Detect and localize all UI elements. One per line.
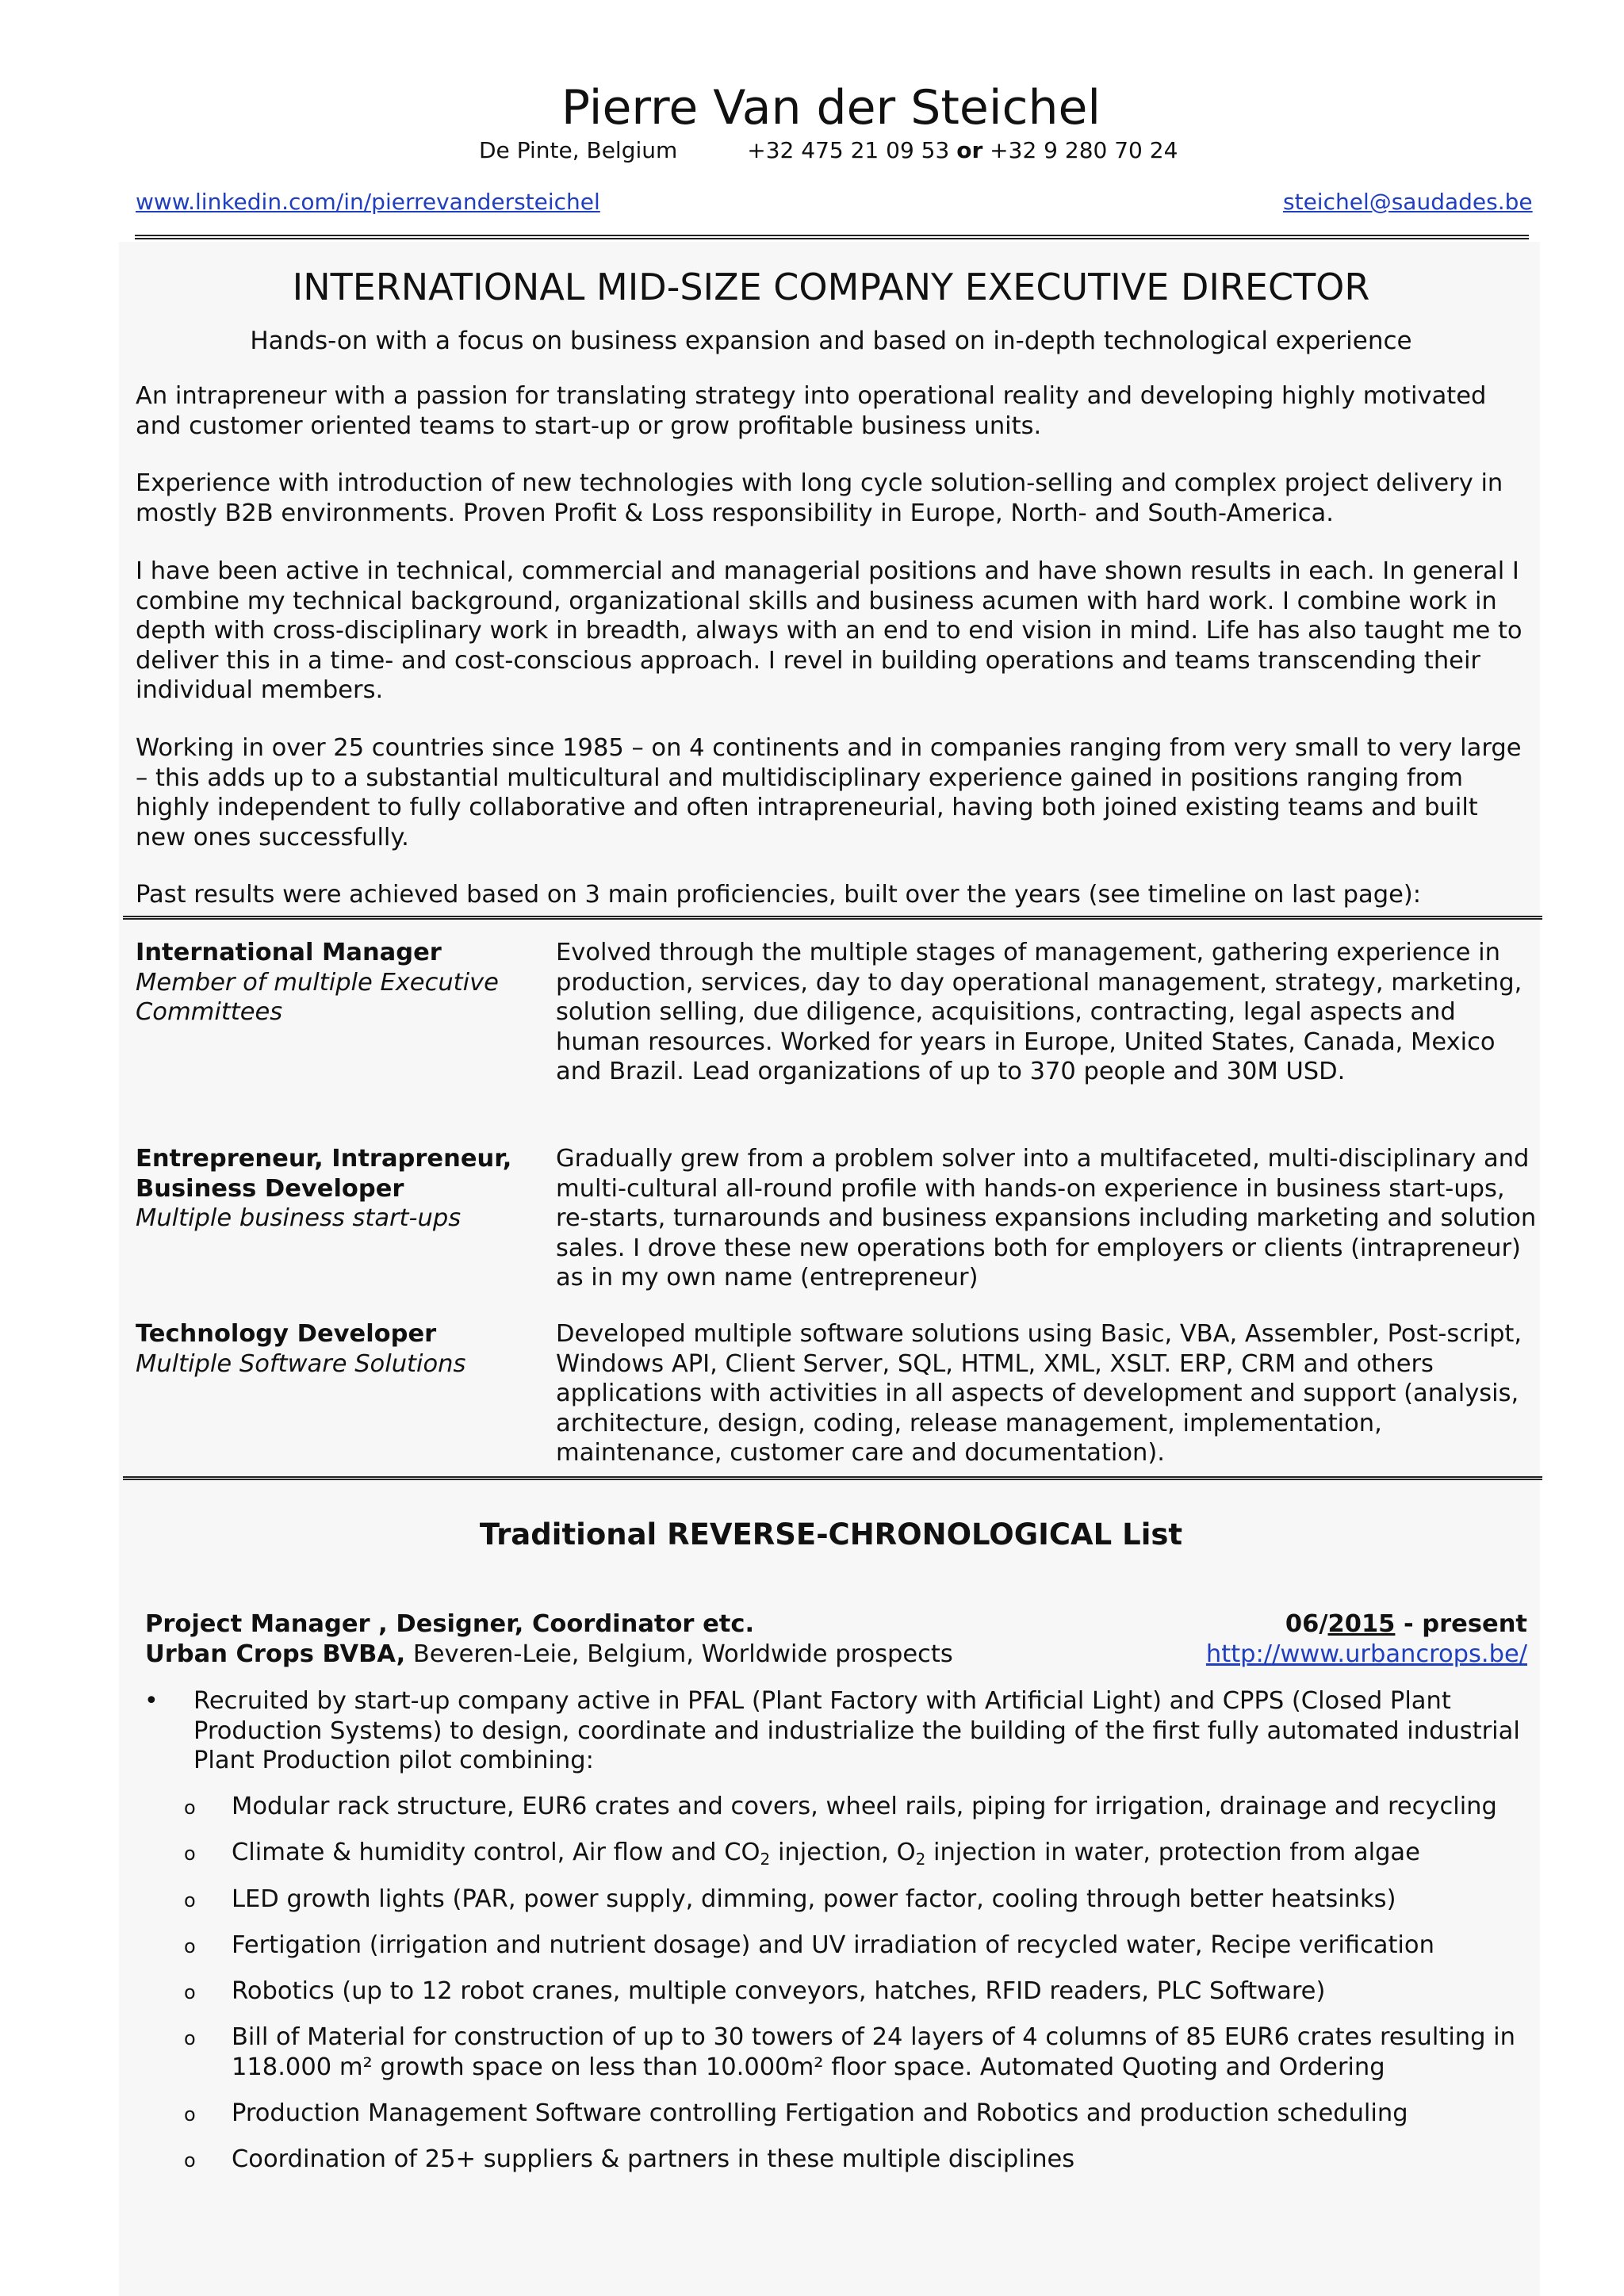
job-company: Urban Crops BVBA, Beveren-Leie, Belgium, Worldwide prospects — [145, 1640, 953, 1668]
proficiency-description: Gradually grew from a problem solver into a multifaceted, multi-disciplinary and multi-cultural all-round profile with hands-on experience in business start-ups, re-starts, turnarounds and business expansions including marketing and solution sales. I drove these new operations both for employers or clients (intrapreneur) as in my own name (entrepreneur) — [556, 1145, 1537, 1292]
headline-subtitle: Hands-on with a focus on business expansion and based on in-depth technological experience — [250, 327, 1412, 355]
company-website-link[interactable]: http://www.urbancrops.be/ — [1205, 1640, 1527, 1668]
sub-bullet-text: Modular rack structure, EUR6 crates and covers, wheel rails, piping for irrigation, drainage and recycling — [232, 1793, 1497, 1820]
summary-paragraph: Past results were achieved based on 3 main proficiencies, built over the years (see timeline on last page): — [136, 881, 1422, 909]
sub-bullet-text: Coordination of 25+ suppliers & partners in these multiple disciplines — [232, 2145, 1075, 2173]
sub-bullet-icon: o — [184, 2103, 196, 2126]
sub-bullet-text: Production Management Software controlling Fertigation and Robotics and production scheduling — [232, 2099, 1408, 2127]
headline-title: INTERNATIONAL MID-SIZE COMPANY EXECUTIVE DIRECTOR — [292, 266, 1370, 308]
job-bullet-text: Recruited by start-up company active in PFAL (Plant Factory with Artificial Light) and CPPS (Closed Plant Production Systems) to design, coordinate and industrialize the building of the first fully automated industrial Plant Production pilot combining: — [193, 1687, 1520, 1774]
sub-bullet-icon: o — [184, 2149, 196, 2172]
sub-bullet-icon: o — [184, 1981, 196, 2003]
proficiency-title: Entrepreneur, Intrapreneur, Business Developer — [136, 1145, 512, 1203]
bullet-icon: • — [144, 1687, 159, 1715]
candidate-name: Pierre Van der Steichel — [561, 80, 1101, 136]
proficiency-description: Developed multiple software solutions using Basic, VBA, Assembler, Post-script, Windows API, Client Server, SQL, HTML, XML, XSLT. ERP, CRM and others applications with activities in all aspects of development and support (analysis, architecture, design, coding, release management, implementation, maintenance, customer care and documentation). — [556, 1320, 1522, 1467]
summary-paragraph: An intrapreneur with a passion for translating strategy into operational reality and developing highly motivated and customer oriented teams to start-up or grow profitable business units. — [136, 382, 1487, 440]
sub-bullet-icon: o — [184, 1843, 196, 1865]
sub-bullet-text: Climate & humidity control, Air flow and $CO_2$ injection, $O_2$ injection in water, protection from algae — [232, 1839, 1420, 1869]
proficiency-description: Evolved through the multiple stages of management, gathering experience in production, services, day to day operational management, strategy, marketing, solution selling, due diligence, acquisitions, contracting, legal aspects and human resources. Worked for years in Europe, United States, Canada, Mexico and Brazil. Lead organizations of up to 370 people and 30M USD. — [556, 939, 1522, 1085]
phone-primary: +32 475 21 09 53 — [747, 137, 950, 163]
phone-secondary: +32 9 280 70 24 — [990, 137, 1178, 163]
email-link[interactable]: steichel@saudades.be — [1283, 189, 1533, 215]
summary-paragraph: Experience with introduction of new technologies with long cycle solution-selling and complex project delivery in mostly B2B environments. Proven Profit & Loss responsibility in Europe, North- and South-America. — [136, 469, 1503, 527]
proficiency-subtitle: Multiple Software Solutions — [136, 1349, 466, 1378]
summary-paragraph: I have been active in technical, commercial and managerial positions and have shown results in each. In general I combine my technical background, organizational skills and business acumen with hard work. I combine work in depth with cross-disciplinary work in breadth, always with an end to end vision in mind. Life has also taught me to deliver this in a time- and cost-conscious approach. I revel in building operations and teams transcending their individual members. — [136, 557, 1522, 704]
job-dates: 06/2015 - present — [1285, 1610, 1527, 1638]
sub-bullet-text: Bill of Material for construction of up to 30 towers of 24 layers of 4 columns of 85 EUR6 crates resulting in 118.000 m² growth space on less than 10.000m² floor space. Automated Quoting and Ordering — [232, 2023, 1515, 2081]
sub-bullet-icon: o — [184, 1797, 196, 1819]
sub-bullet-text: Robotics (up to 12 robot cranes, multiple conveyors, hatches, RFID readers, PLC Software) — [232, 1977, 1326, 2005]
header-divider — [135, 235, 1529, 239]
proficiency-table — [123, 916, 1542, 1480]
sub-bullet-icon: o — [184, 2027, 196, 2049]
job-role: Project Manager , Designer, Coordinator etc. — [145, 1610, 755, 1638]
proficiency-subtitle: Multiple business start-ups — [136, 1204, 462, 1232]
section-heading: Traditional REVERSE-CHRONOLOGICAL List — [479, 1517, 1183, 1552]
linkedin-link[interactable]: www.linkedin.com/in/pierrevandersteichel — [136, 189, 600, 215]
job-start-year: 2015 — [1327, 1610, 1396, 1638]
proficiency-subtitle: Member of multiple Executive Committees — [136, 968, 499, 1026]
contact-line — [479, 136, 1178, 165]
sub-bullet-icon: o — [184, 1935, 196, 1957]
proficiency-title: Technology Developer — [136, 1320, 437, 1348]
sub-bullet-text: LED growth lights (PAR, power supply, dimming, power factor, cooling through better heatsinks) — [232, 1885, 1396, 1913]
location: De Pinte, Belgium — [479, 137, 678, 163]
proficiency-title: International Manager — [136, 939, 442, 966]
summary-paragraph: Working in over 25 countries since 1985 – on 4 continents and in companies ranging from very small to very large – this adds up to a substantial multicultural and multidisciplinary experience gained in positions ranging from highly independent to fully collaborative and often intrapreneurial, having both joined existing teams and built new ones successfully. — [136, 734, 1522, 851]
sub-bullet-icon: o — [184, 1889, 196, 1911]
or-word: or — [956, 137, 983, 163]
sub-bullet-text: Fertigation (irrigation and nutrient dosage) and UV irradiation of recycled water, Recipe verification — [232, 1931, 1434, 1959]
